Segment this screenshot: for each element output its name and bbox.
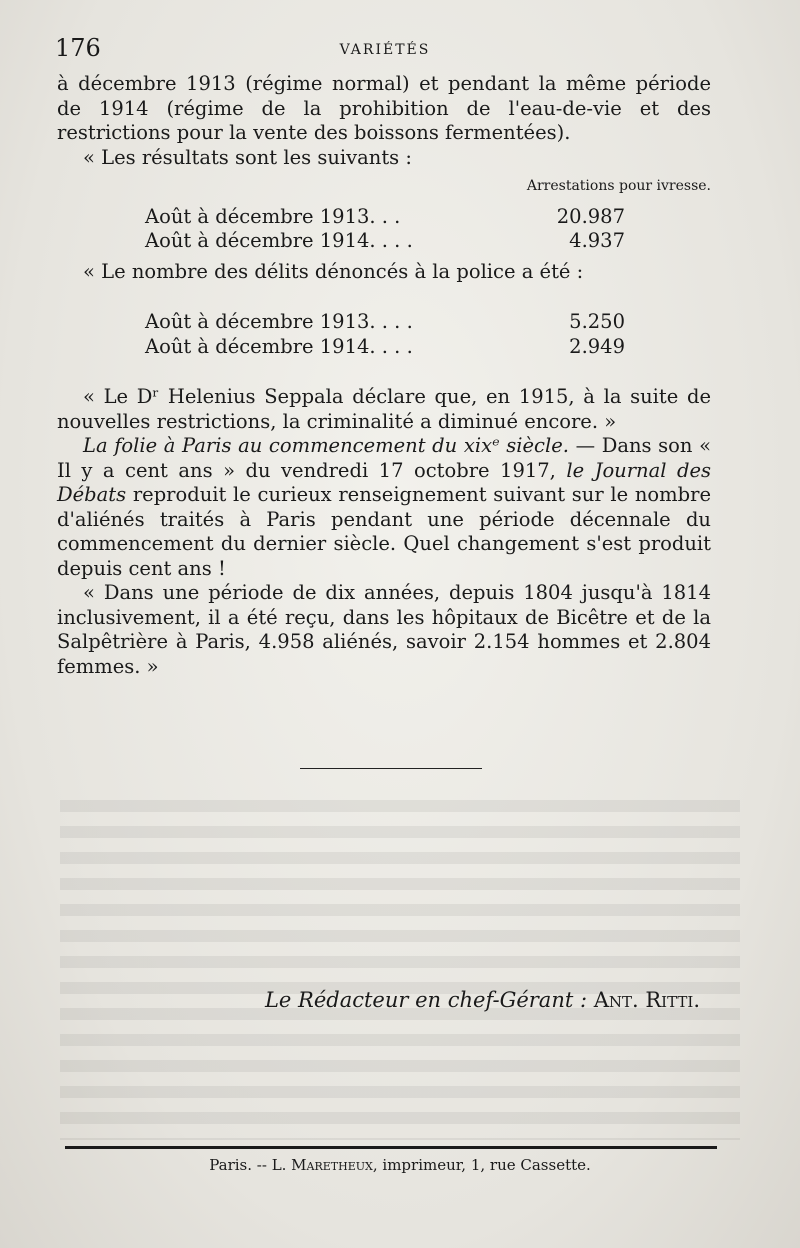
paragraph-4: « Le Dʳ Helenius Seppala déclare que, en 1915, à la suite de nouvelles restrictions, la criminalité a diminué encore. »	[57, 385, 711, 433]
section-title: La folie à Paris au commencement du xixᵉ siècle.	[83, 434, 569, 457]
table2	[57, 310, 711, 359]
row-value: 4.937	[569, 229, 625, 252]
printer-imprint	[0, 1156, 800, 1174]
row-label: Août à décembre 1913. . . .	[145, 310, 413, 333]
signature	[80, 988, 700, 1012]
table-row	[145, 229, 625, 254]
table-row	[145, 335, 625, 360]
page-number: 176	[55, 34, 101, 62]
table-row	[145, 205, 625, 230]
signature-role: Le Rédacteur en chef-Gérant :	[264, 988, 594, 1012]
row-value: 5.250	[569, 310, 625, 333]
table1-caption: Arrestations pour ivresse.	[526, 178, 711, 194]
signature-name: Ant. Ritti.	[593, 988, 700, 1012]
journal-title: le Journal des Débats	[57, 458, 711, 506]
row-value: 2.949	[569, 334, 625, 358]
printer-name: L. Maretheux	[271, 1156, 373, 1174]
paragraph-3: « Le nombre des délits dénoncés à la police a été :	[83, 259, 584, 283]
table-row	[145, 310, 625, 335]
bleed-through-texture	[60, 800, 740, 1140]
row-label: Août à décembre 1914. . . .	[145, 229, 413, 252]
printer-city: Paris. --	[209, 1156, 272, 1174]
table1	[57, 205, 711, 254]
footer-rule	[65, 1146, 717, 1149]
paragraph-1: à décembre 1913 (régime normal) et pendant la même période de 1914 (régime de la prohibition de l'eau-de-vie et des restrictions pour la vente des boissons fermentées).	[57, 72, 711, 144]
page-header	[55, 34, 715, 64]
paragraph-5-text-b: reproduit le curieux renseignement suivant sur le nombre d'aliénés traités à Paris pendant une période décennale du commencement du dernier siècle. Quel changement s'est produit depuis cent ans !	[57, 483, 711, 580]
row-label: Août à décembre 1914. . . .	[145, 334, 413, 358]
article-body	[57, 72, 711, 679]
row-label: Août à décembre 1913. . .	[145, 204, 401, 228]
row-value: 20.987	[556, 204, 625, 228]
spacer	[57, 365, 711, 385]
paragraph-2: « Les résultats sont les suivants :	[83, 145, 412, 169]
section-divider	[300, 768, 482, 769]
paragraph-5	[57, 434, 711, 581]
printer-address: , imprimeur, 1, rue Cassette.	[372, 1156, 591, 1174]
paragraph-6: « Dans une période de dix années, depuis 1804 jusqu'à 1814 inclusivement, il a été reçu, dans les hôpitaux de Bicêtre et de la Salpêtrière à Paris, 4.958 aliénés, savoir 2.154 hommes et 2.804 femmes. »	[57, 581, 711, 678]
running-head: VARIÉTÉS	[339, 42, 431, 58]
paragraph-5-text-a: — Dans son « Il y a cent ans » du vendredi 17 octobre 1917,	[57, 434, 712, 482]
spacer	[57, 284, 711, 304]
